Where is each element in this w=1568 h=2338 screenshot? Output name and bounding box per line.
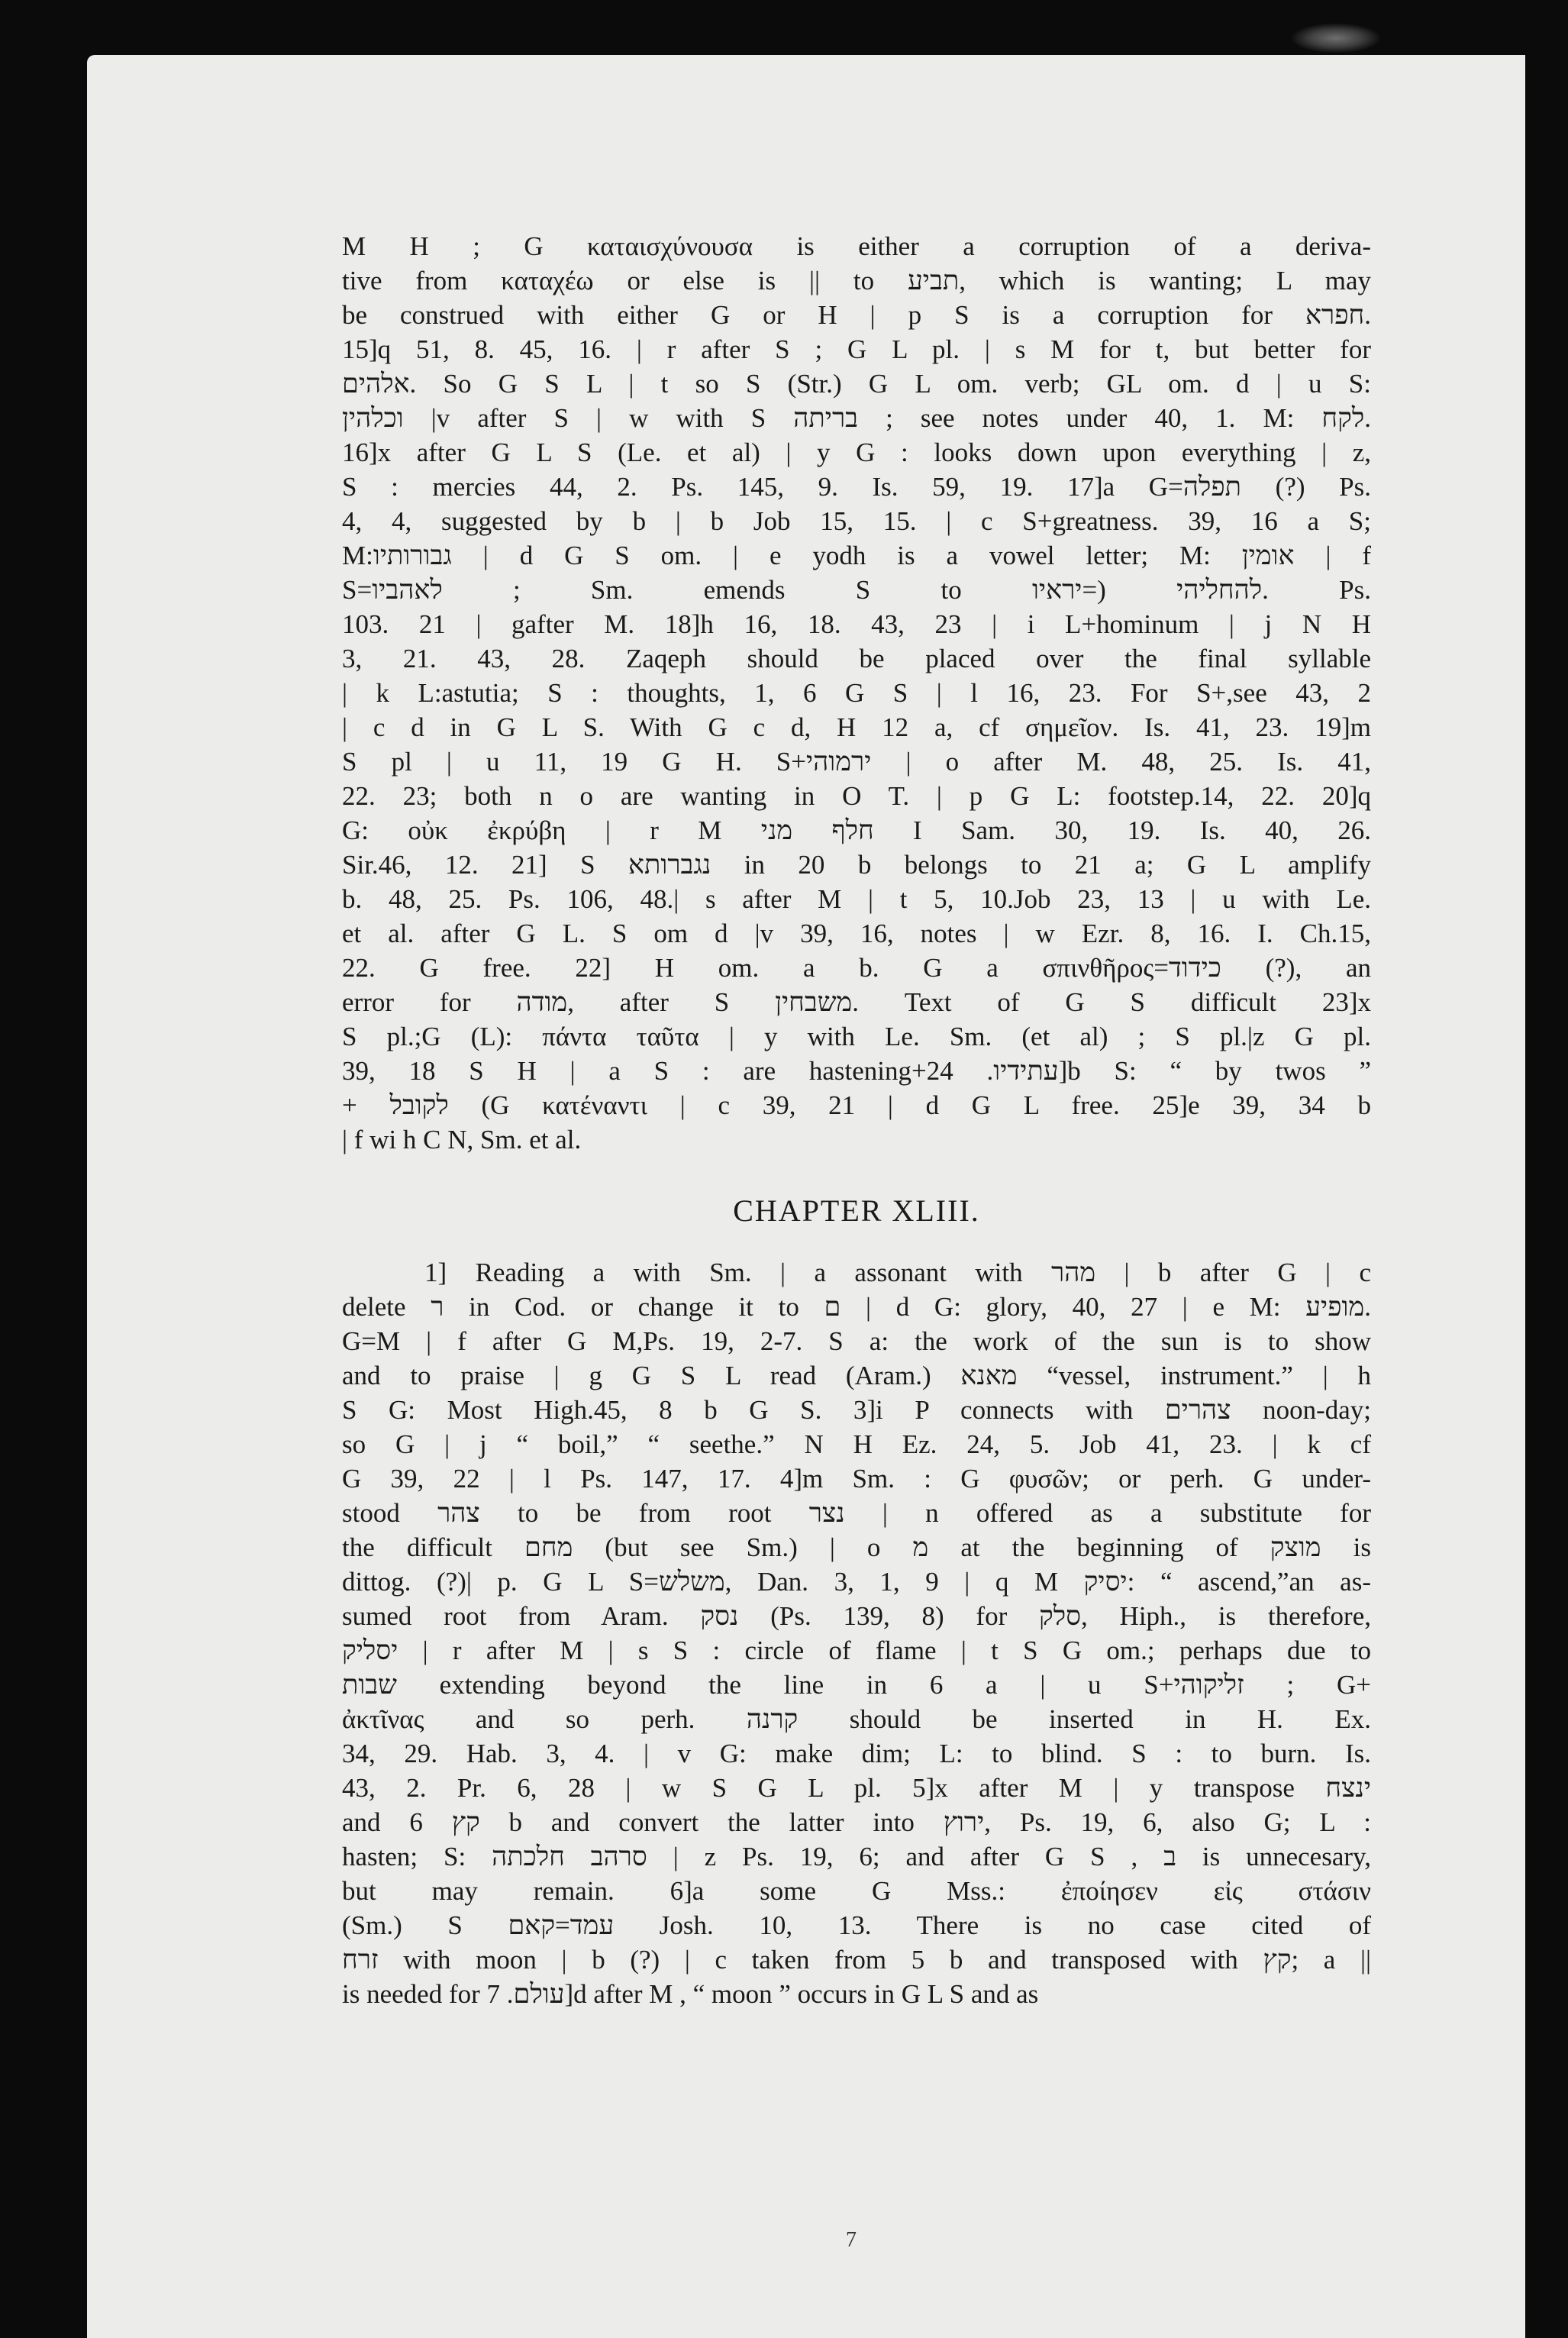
text-line: 22. 23; both n o are wanting in O T. | p G L: footstep.14, 22. 20]q — [342, 781, 1371, 811]
text-line: 16]x after G L S (Le. et al) | y G : looks down upon everything | z, — [342, 438, 1371, 467]
page-number: 7 — [846, 2228, 857, 2252]
text-line: dittog. (?)| p. G L S=משלש, Dan. 3, 1, 9 | q M יסיק: “ ascend,”an as- — [342, 1567, 1371, 1597]
text-line: 39, 18 S H | a S : are hastening+עתידיו. 24]b S: “ by twos ” — [342, 1056, 1371, 1086]
text-line: is needed for עולם. 7]d after M , “ moon ” occurs in G L S and as — [342, 1979, 1039, 2009]
text-line: 4, 4, suggested by b | b Job 15, 15. | c S+greatness. 39, 16 a S; — [342, 506, 1371, 536]
text-line: M:גבורותיו | d G S om. | e yodh is a vowel letter; M: אומין | f — [342, 541, 1371, 570]
text-line: and to praise | g G S L read (Aram.) מאנא “vessel, instrument.” | h — [342, 1361, 1371, 1390]
text-line: G: οὐκ ἐκρύβη | r M חלף מני I Sam. 30, 19. Is. 40, 26. — [342, 815, 1371, 845]
text-line: (Sm.) S עמד=קאם Josh. 10, 13. There is no case cited of — [342, 1910, 1371, 1940]
text-line: b. 48, 25. Ps. 106, 48.| s after M | t 5, 10.Job 23, 13 | u with Le. — [342, 884, 1371, 914]
page-text — [342, 229, 1371, 2011]
text-line: זרח with moon | b (?) | c taken from 5 b and transposed with קץ; a || — [342, 1945, 1371, 1975]
text-line: 1] Reading a with Sm. | a assonant with מהר | b after G | c — [424, 1258, 1371, 1287]
text-line: so G | j “ boil,” “ seethe.” N H Ez. 24, 5. Job 41, 23. | k cf — [342, 1429, 1371, 1459]
text-line: 22. G free. 22] H om. a b. G a σπινθῆρος=כידוד (?), an — [342, 953, 1371, 983]
text-line: tive from καταχέω or else is || to תביע, which is wanting; L may — [342, 266, 1371, 295]
text-line: and קץ 6 b and convert the latter into ירוץ, Ps. 19, 6, also G; L : — [342, 1807, 1371, 1837]
text-line: error for מודה, after S משבחין. Text of G S difficult 23]x — [342, 987, 1371, 1017]
text-line: hasten; S: סרהב חלכתה | z Ps. 19, 6; and after G S , ב is unnecesary, — [342, 1842, 1371, 1871]
text-line: 15]q 51, 8. 45, 16. | r after S ; G L pl. | s M for t, but better for — [342, 334, 1371, 364]
text-line: sumed root from Aram. נסק (Ps. 139, 8) for סלק, Hiph., is therefore, — [342, 1601, 1371, 1631]
text-line: וכלהין |v after S | w with S בריתה ; see notes under 40, 1. M: לקח. — [342, 403, 1371, 433]
text-line: the difficult מחם (but see Sm.) | o מ at the beginning of מוצק is — [342, 1532, 1371, 1562]
notes-block-1 — [342, 229, 1371, 1157]
text-line: be construed with either G or H | p S is a corruption for חפרא. — [342, 300, 1371, 330]
scan-speck — [1290, 23, 1382, 53]
text-line: יסליק | r after M | s S : circle of flame | t S G om.; perhaps due to — [342, 1636, 1371, 1665]
text-line: S=לאהביו ; Sm. emends S to להחליהי (=יראיו. Ps. — [342, 575, 1371, 605]
text-line: 34, 29. Hab. 3, 4. | v G: make dim; L: to blind. S : to burn. Is. — [342, 1739, 1371, 1768]
text-line: | k L:astutia; S : thoughts, 1, 6 G S | l 16, 23. For S+,see 43, 2 — [342, 678, 1371, 708]
text-line: S pl.;G (L): πάντα ταῦτα | y with Le. Sm. (et al) ; S pl.|z G pl. — [342, 1022, 1371, 1051]
text-line: שבות extending beyond the line in 6 a | u S+זליקוהי ; G+ — [342, 1670, 1371, 1700]
chapter-heading: CHAPTER XLIII. — [733, 1193, 980, 1228]
text-line: S G: Most High.45, 8 b G S. 3]i P connects with צהרים noon-day; — [342, 1395, 1371, 1425]
text-line: delete ר in Cod. or change it to ם | d G: glory, 40, 27 | e M: מופיע. — [342, 1292, 1371, 1322]
text-line: 103. 21 | gafter M. 18]h 16, 18. 43, 23 | i L+hominum | j N H — [342, 609, 1371, 639]
text-line: ἀκτῖνας and so perh. קרנה should be inserted in H. Ex. — [342, 1704, 1371, 1734]
text-line: G=M | f after G M,Ps. 19, 2-7. S a: the work of the sun is to show — [342, 1326, 1371, 1356]
text-line: stood צהר to be from root נצר | n offered as a substitute for — [342, 1498, 1371, 1528]
text-line: + לקובל (G κατέναντι | c 39, 21 | d G L free. 25]e 39, 34 b — [342, 1090, 1371, 1120]
text-line: S : mercies 44, 2. Ps. 145, 9. Is. 59, 19. 17]a G=תפלה (?) Ps. — [342, 472, 1371, 502]
notes-block-2 — [342, 1255, 1371, 2011]
text-line: Sir.46, 12. 21] S נגברותא in 20 b belongs to 21 a; G L amplify — [342, 850, 1371, 880]
text-line: G 39, 22 | l Ps. 147, 17. 4]m Sm. : G φυσῶν; or perh. G under- — [342, 1464, 1371, 1494]
text-line: | c d in G L S. With G c d, H 12 a, cf σημεῖον. Is. 41, 23. 19]m — [342, 712, 1371, 742]
text-line: but may remain. 6]a some G Mss.: ἐποίησεν εἰς στάσιν — [342, 1876, 1371, 1906]
text-line: S pl | u 11, 19 G H. S+ירמוהי | o after M. 48, 25. Is. 41, — [342, 747, 1371, 777]
text-line: 3, 21. 43, 28. Zaqeph should be placed over the final syllable — [342, 644, 1371, 673]
text-line: M H ; G καταισχύνουσα is either a corruption of a deriva- — [342, 231, 1371, 261]
text-line: 43, 2. Pr. 6, 28 | w S G L pl. 5]x after M | y transpose ינצח — [342, 1773, 1371, 1803]
text-line: et al. after G L. S om d |v 39, 16, notes | w Ezr. 8, 16. I. Ch.15, — [342, 919, 1371, 948]
text-line: אלהים. So G S L | t so S (Str.) G L om. verb; GL om. d | u S: — [342, 369, 1371, 399]
text-line: | f wi h C N, Sm. et al. — [342, 1125, 582, 1154]
